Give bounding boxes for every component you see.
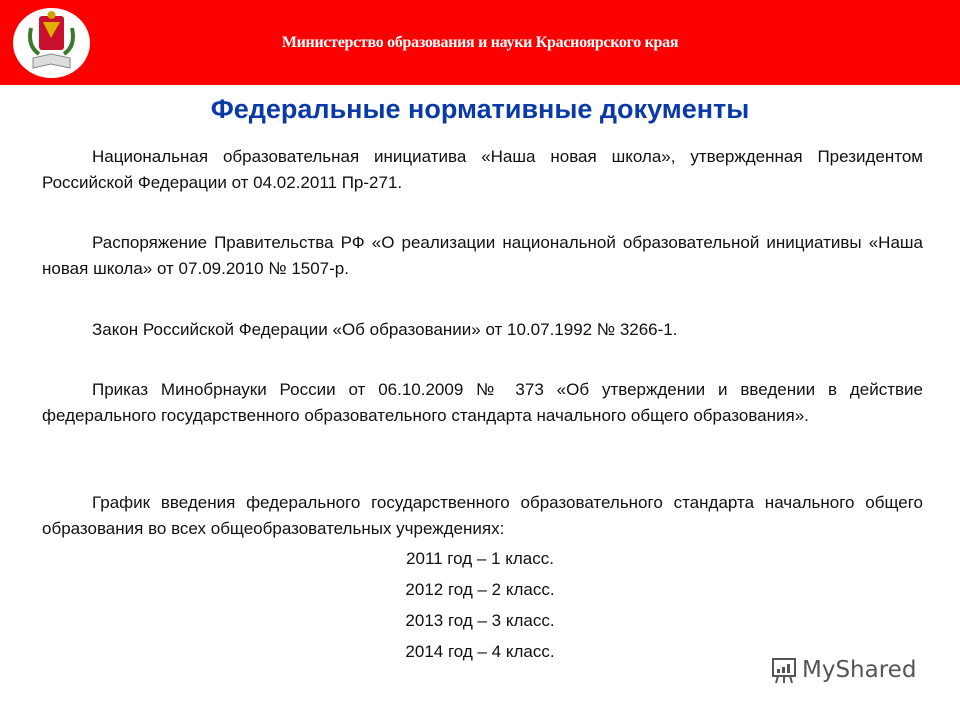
schedule-item: 2014 год – 4 класс.	[405, 642, 555, 661]
paragraph-initiative: Национальная образовательная инициатива «Наша новая школа», утвержденная Президентом Российской Федерации от 04.02.2011 Пр-271.	[42, 147, 923, 192]
ministry-name: Министерство образования и науки Красноярского края	[281, 34, 679, 51]
watermark-text: MyShared	[802, 657, 917, 683]
header-banner	[0, 0, 960, 85]
presentation-board-icon	[768, 655, 798, 685]
paragraph-ministry-order: Приказ Минобрнауки России от 06.10.2009 № 373 «Об утверждении и введении в действие федерального государственного образовательного стандарта начального общего образования».	[42, 380, 923, 425]
schedule-item: 2013 год – 3 класс.	[405, 611, 555, 630]
schedule-item: 2011 год – 1 класс.	[406, 549, 554, 568]
paragraph-schedule-intro: График введения федерального государственного образовательного стандарта начального общего образования во всех общеобразовательных учреждениях:	[42, 493, 923, 538]
schedule-item: 2012 год – 2 класс.	[405, 580, 555, 599]
paragraph-government-order: Распоряжение Правительства РФ «О реализации национальной образовательной инициативы «Наша новая школа» от 07.09.2010 № 1507-р.	[42, 233, 923, 278]
page-title: Федеральные нормативные документы	[210, 94, 750, 124]
myshared-watermark	[768, 655, 916, 685]
paragraph-education-law: Закон Российской Федерации «Об образовании» от 10.07.1992 № 3266-1.	[92, 320, 678, 339]
